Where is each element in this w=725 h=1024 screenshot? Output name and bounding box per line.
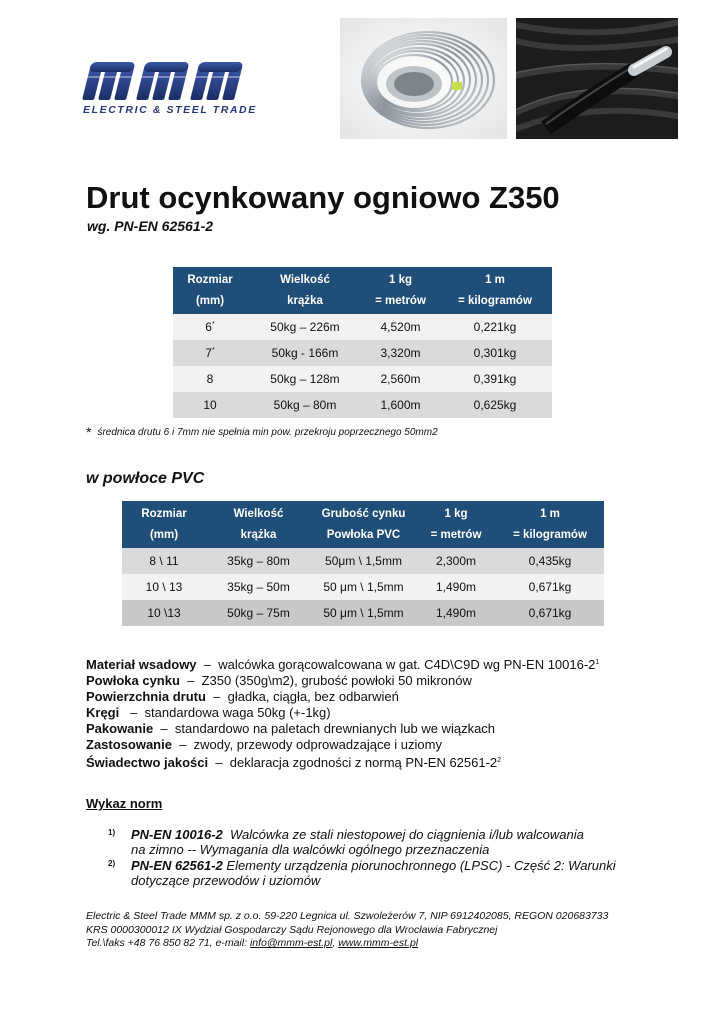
section-title-pvc: w powłoce PVC — [86, 470, 205, 487]
table-row: 10 50kg – 80m 1,600m 0,625kg — [173, 392, 552, 418]
table-row: 6* 50kg – 226m 4,520m 0,221kg — [173, 314, 552, 340]
page-subtitle: wg. PN-EN 62561-2 — [87, 218, 214, 234]
norms-title: Wykaz norm — [86, 796, 163, 811]
company-footer: Electric & Steel Trade MMM sp. z o.o. 59-220 Legnica ul. Szwoleżerów 7, NIP 6912402085, REGON 020683733 KRS 0000300012 IX Wydział Gospodarczy Sądu Rejonowego dla Wrocławia Fabrycznej Tel.\faks +48 76 850 82 71, e-mail: info@mmm-est.pl, www.mmm-est.pl — [86, 910, 609, 949]
table-row: 7* 50kg - 166m 3,320m 0,301kg — [173, 340, 552, 366]
galvanized-wire-table — [173, 267, 552, 418]
table-header-row — [173, 267, 552, 314]
header-size: Rozmiar (mm) — [173, 267, 247, 314]
email-link[interactable]: info@mmm-est.pl — [249, 937, 333, 949]
header-size: Rozmiar (mm) — [122, 501, 206, 548]
galvanized-wire-coil-photo — [340, 18, 507, 139]
spec-item: Świadectwo jakości – deklaracja zgodności z normą PN-EN $62561-2^2$ — [86, 755, 502, 770]
spec-item: Materiał wsadowy – walcówka gorącowalcowana w gat. C4D\C9D wg PN-EN $10016-2^1$ — [86, 657, 600, 672]
table-row: 8 \ 11 35kg – 80m 50μm \ 1,5mm 2,300m 0,435kg — [122, 548, 604, 574]
table-row: 10 \ 13 35kg – 50m 50 μm \ 1,5mm 1,490m 0,671kg — [122, 574, 604, 600]
spec-item: Powłoka cynku – Z350 (350g\m2), grubość powłoki 50 mikronów — [86, 673, 472, 688]
specifications-list — [86, 655, 599, 771]
spec-item: Zastosowanie – zwody, przewody odprowadzające i uziomy — [86, 737, 442, 752]
header-coating: Grubość cynku Powłoka PVC — [311, 501, 416, 548]
table-header-row — [122, 501, 604, 548]
table-footnote: * średnica drutu 6 i 7mm nie spełnia min pow. przekroju poprzecznego 50mm2 — [86, 424, 438, 440]
header-coil: Wielkość krążka — [206, 501, 311, 548]
logo-subtitle: ELECTRIC & STEEL TRADE — [83, 104, 257, 116]
pvc-wire-table — [122, 501, 604, 626]
table-row: 8 50kg – 128m 2,560m 0,391kg — [173, 366, 552, 392]
page-title: Drut ocynkowany ogniowo Z350 — [86, 180, 560, 215]
header-per-kg: 1 kg = metrów — [416, 501, 496, 548]
pvc-coated-wire-photo — [516, 18, 678, 139]
table-row: 10 \13 50kg – 75m 50 μm \ 1,5mm 1,490m 0,671kg — [122, 600, 604, 626]
header-per-kg: 1 kg = metrów — [363, 267, 438, 314]
spec-item: Kręgi – standardowa waga 50kg (+-1kg) — [86, 705, 331, 720]
header-coil: Wielkość krążka — [247, 267, 363, 314]
website-link[interactable]: www.mmm-est.pl — [338, 937, 419, 949]
spec-item: Pakowanie – standardowo na paletach drewnianych lub we wiązkach — [86, 721, 496, 736]
spec-item: Powierzchnia drutu – gładka, ciągła, bez odbarwień — [86, 689, 399, 704]
header-per-m: 1 m = kilogramów — [496, 501, 604, 548]
header-per-m: 1 m = kilogramów — [438, 267, 552, 314]
